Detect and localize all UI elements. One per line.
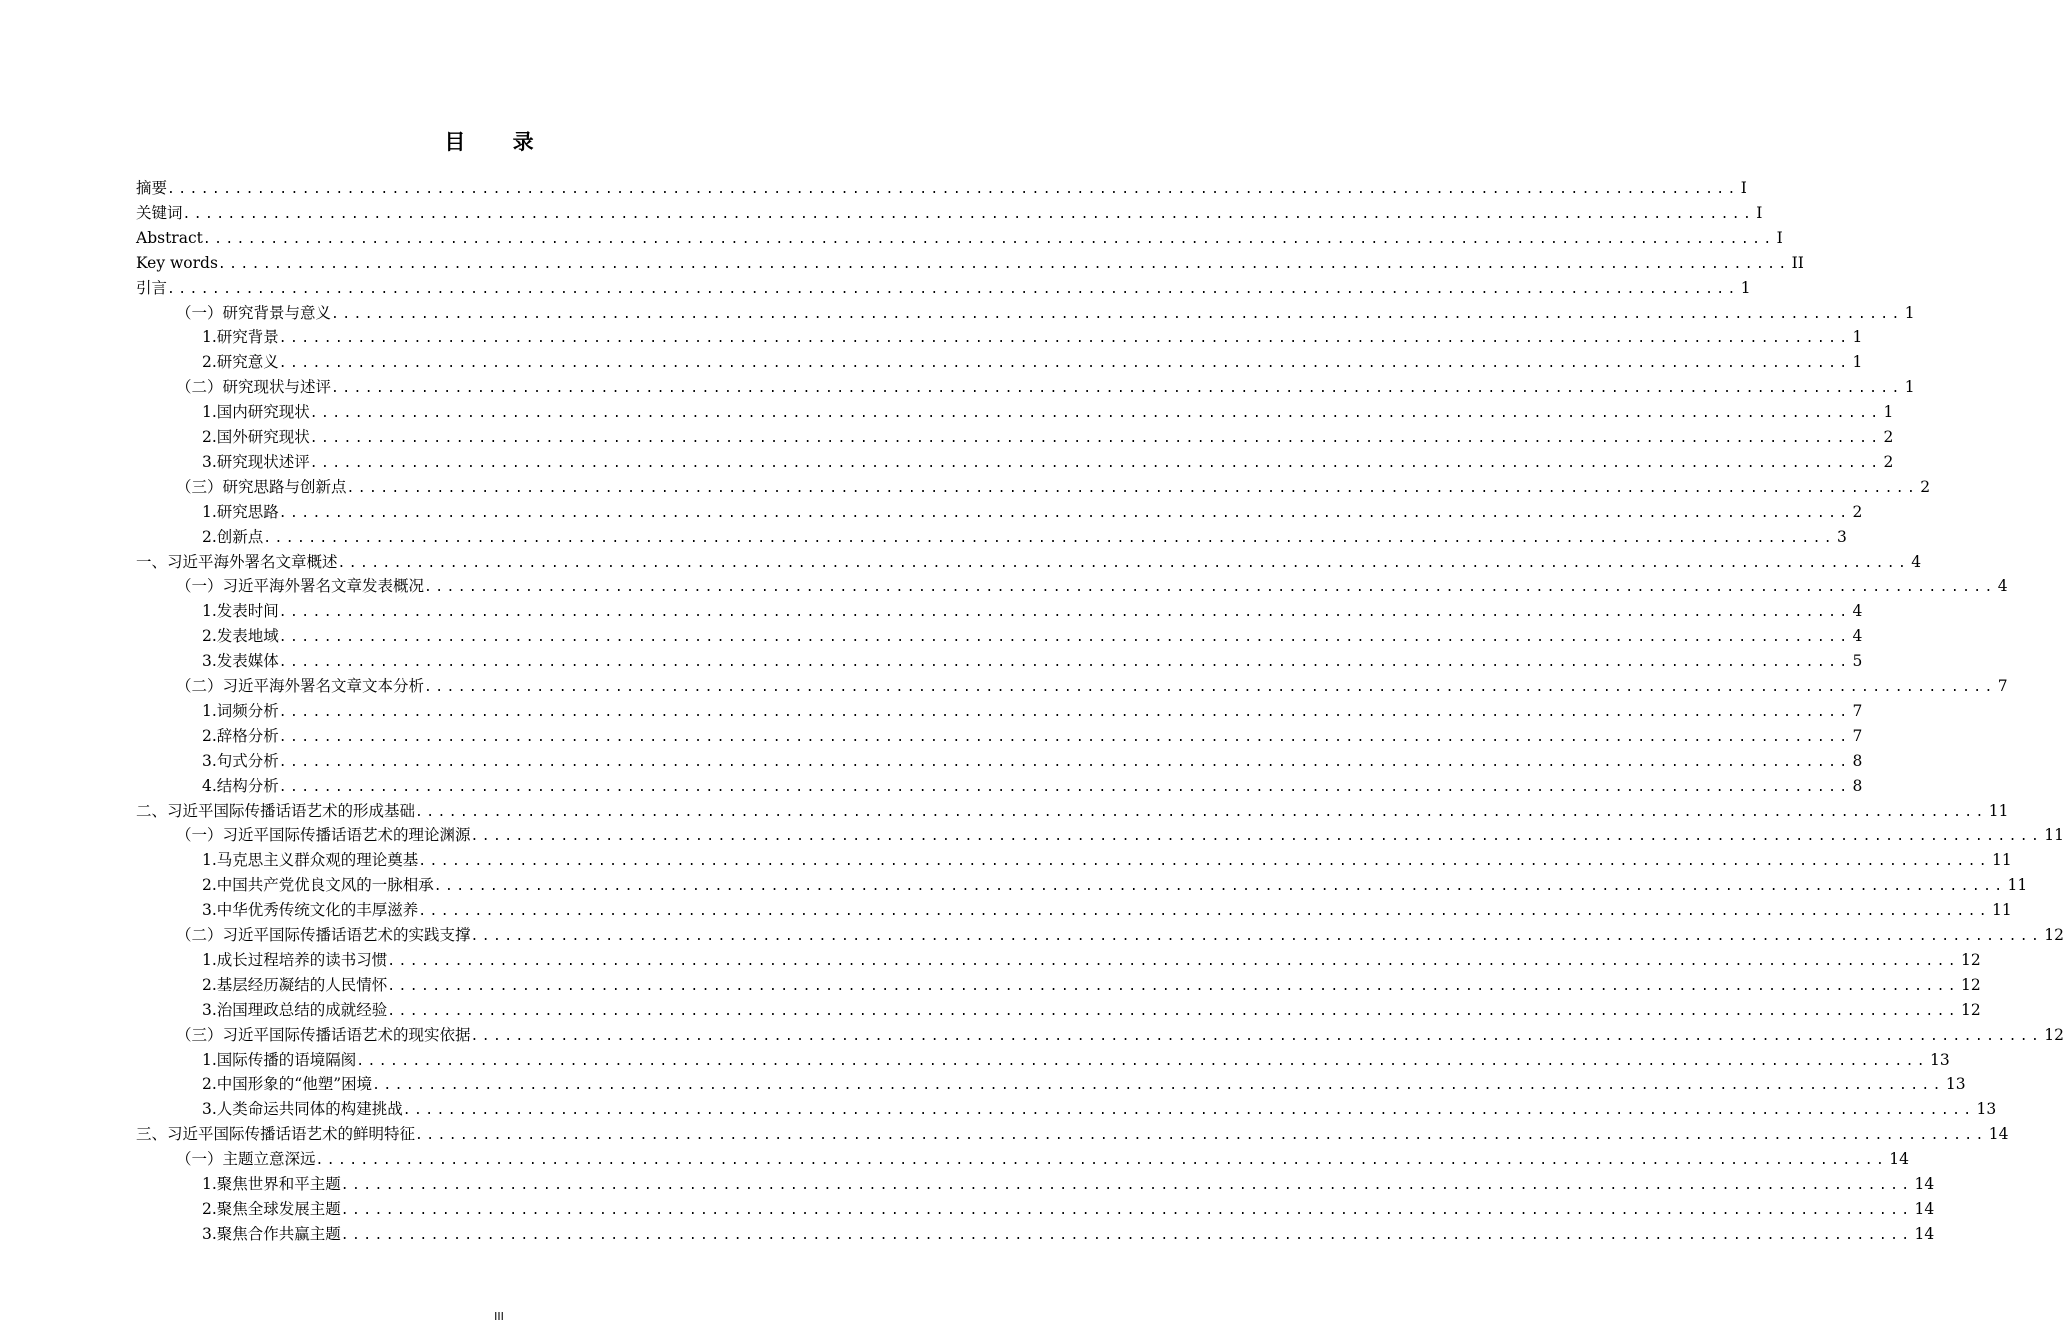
toc-entry-page: 2 — [1920, 477, 1931, 496]
toc-entry-label: 2.发表地域 — [202, 627, 279, 646]
toc-entry-page: 7 — [1997, 677, 2008, 695]
toc-leader-dots: ............................................................................................................................................ — [309, 431, 1882, 446]
toc-entry-page: 1 — [1852, 353, 1863, 372]
toc-leader-dots: ............................................................................................................................................ — [278, 331, 1851, 347]
toc-entry-label: 2.辞格分析 — [202, 726, 279, 745]
toc-entry-label: 二、习近平国际传播话语艺术的形成基础 — [136, 801, 416, 820]
toc-entry[interactable] — [136, 550, 1922, 575]
toc-entry-page: I — [1776, 228, 1783, 247]
toc-leader-dots: ............................................................................................................................................ — [217, 256, 1790, 272]
toc-entry-page: 11 — [2007, 876, 2028, 895]
toc-leader-dots: ............................................................................................................................................ — [167, 182, 1739, 197]
toc-entry-page: 2 — [1883, 428, 1894, 446]
toc-entry-page: 14 — [1889, 1150, 1909, 1169]
toc-entry-page: 11 — [2044, 826, 2064, 845]
toc-entry[interactable] — [176, 1147, 1909, 1172]
toc-entry-page: 7 — [1852, 726, 1863, 745]
toc-leader-dots: ............................................................................................................................................ — [340, 1227, 1913, 1243]
toc-entry-page: 7 — [1852, 701, 1863, 720]
toc-entry-label: 4.结构分析 — [202, 776, 279, 795]
toc-entry[interactable] — [202, 1072, 1966, 1097]
toc-entry-page: 11 — [1988, 801, 2009, 820]
toc-leader-dots: ............................................................................................................................................ — [372, 1078, 1944, 1094]
toc-entry[interactable] — [176, 475, 1931, 500]
toc-leader-dots: ............................................................................................................................................ — [470, 1028, 2043, 1044]
toc-entry-page: 12 — [1961, 950, 1981, 969]
toc-entry-page: 8 — [1852, 751, 1863, 770]
toc-entry[interactable] — [202, 948, 1981, 973]
toc-leader-dots: ............................................................................................................................................ — [415, 804, 1987, 820]
toc-leader-dots: ............................................................................................................................................ — [418, 904, 1991, 920]
toc-entry-page: 14 — [1914, 1224, 1935, 1243]
toc-entry-page: 4 — [1852, 602, 1863, 621]
toc-leader-dots: ............................................................................................................................................ — [346, 480, 1919, 496]
toc-entry-label: 1.国内研究现状 — [202, 403, 310, 422]
toc-entry-label: 1.发表时间 — [202, 602, 279, 621]
toc-entry[interactable] — [202, 649, 1863, 674]
toc-entry[interactable] — [202, 699, 1863, 724]
toc-entry[interactable] — [202, 500, 1863, 525]
toc-leader-dots: ............................................................................................................................................ — [470, 929, 2043, 944]
toc-entry-page: I — [1756, 203, 1763, 222]
toc-entry-page: 11 — [1992, 851, 2012, 870]
toc-entry-page: 4 — [1997, 577, 2008, 596]
toc-entry-label: 2.国外研究现状 — [202, 428, 310, 446]
toc-entry-page: 8 — [1852, 776, 1863, 795]
toc-entry-label: （二）习近平国际传播话语艺术的实践支撑 — [176, 926, 471, 944]
toc-entry-label: 三、习近平国际传播话语艺术的鲜明特征 — [136, 1125, 416, 1144]
toc-entry-page: 14 — [1914, 1199, 1935, 1218]
toc-entry-page: 1 — [1883, 403, 1894, 422]
toc-entry-page: 5 — [1852, 652, 1863, 671]
toc-leader-dots: ............................................................................................................................................ — [424, 680, 1996, 695]
toc-entry-page: II — [1791, 253, 1804, 272]
toc-entry[interactable] — [202, 450, 1894, 475]
toc-leader-dots: ............................................................................................................................................ — [278, 505, 1851, 521]
toc-entry-page: I — [1740, 179, 1747, 197]
toc-entry-label: Abstract — [136, 228, 203, 247]
toc-entry[interactable] — [202, 1048, 1950, 1073]
toc-entry[interactable] — [136, 226, 1783, 251]
toc-entry-label: 2.中国共产党优良文风的一脉相承 — [202, 876, 434, 895]
toc-entry-page: 2 — [1883, 452, 1894, 471]
toc-leader-dots: ............................................................................................................................................ — [433, 879, 2006, 895]
toc-leader-dots: ............................................................................................................................................ — [278, 779, 1851, 795]
toc-entry-label: 1.词频分析 — [202, 701, 279, 720]
toc-entry[interactable] — [202, 1172, 1935, 1197]
toc-entry[interactable] — [176, 574, 2008, 599]
toc-leader-dots: ............................................................................................................................................ — [387, 1003, 1960, 1019]
toc-entry-page: 1 — [1740, 278, 1751, 297]
toc-entry-label: 1.研究思路 — [202, 502, 279, 521]
toc-leader-dots: ............................................................................................................................................ — [315, 1153, 1888, 1169]
toc-leader-dots: ............................................................................................................................................ — [167, 281, 1739, 297]
toc-leader-dots: ............................................................................................................................................ — [309, 406, 1882, 422]
toc-entry-page: 2 — [1852, 502, 1863, 521]
toc-leader-dots: ............................................................................................................................................ — [309, 455, 1882, 471]
toc-entry[interactable] — [202, 325, 1863, 350]
toc-entry-label: 2.聚焦全球发展主题 — [202, 1199, 341, 1218]
toc-leader-dots: ............................................................................................................................................ — [415, 1128, 1987, 1144]
toc-entry-page: 13 — [1976, 1100, 1997, 1119]
toc-entry-label: （一）习近平海外署名文章发表概况 — [176, 577, 425, 596]
toc-entry[interactable] — [176, 1023, 2064, 1048]
toc-leader-dots: ............................................................................................................................................ — [331, 381, 1903, 397]
toc-leader-dots: ............................................................................................................................................ — [337, 555, 1910, 571]
toc-entry-page: 14 — [1988, 1125, 2009, 1144]
toc-entry-label: 1.马克思主义群众观的理论奠基 — [202, 851, 419, 870]
toc-entry[interactable] — [202, 998, 1981, 1023]
toc-entry-label: 3.人类命运共同体的构建挑战 — [202, 1100, 403, 1119]
toc-entry-label: （二）研究现状与述评 — [176, 378, 332, 397]
toc-entry-page: 11 — [1992, 901, 2012, 920]
toc-leader-dots: ............................................................................................................................................ — [424, 580, 1996, 596]
toc-entry-page: 12 — [1961, 975, 1981, 994]
toc-entry[interactable] — [202, 873, 2028, 898]
toc-leader-dots: ............................................................................................................................................ — [278, 655, 1851, 671]
toc-entry-label: 2.研究意义 — [202, 353, 279, 372]
toc-leader-dots: ............................................................................................................................................ — [331, 306, 1903, 322]
toc-leader-dots: ............................................................................................................................................ — [418, 854, 1991, 870]
toc-leader-dots: ............................................................................................................................................ — [402, 1103, 1975, 1119]
toc-entry-label: 3.中华优秀传统文化的丰厚滋养 — [202, 901, 419, 920]
toc-entry-label: 1.成长过程培养的读书习惯 — [202, 950, 388, 969]
toc-leader-dots: ............................................................................................................................................ — [182, 206, 1755, 222]
toc-entry-label: 引言 — [136, 278, 168, 297]
toc-leader-dots: ............................................................................................................................................ — [387, 978, 1960, 994]
toc-entry-label: （三）研究思路与创新点 — [176, 477, 347, 496]
toc-entry-page: 4 — [1911, 552, 1922, 571]
toc-entry[interactable] — [202, 350, 1863, 375]
toc-entry-label: 1.聚焦世界和平主题 — [202, 1175, 341, 1193]
toc-leader-dots: ............................................................................................................................................ — [356, 1053, 1929, 1069]
toc-entry[interactable] — [202, 898, 2012, 923]
toc-entry[interactable] — [202, 599, 1863, 624]
page-number-footer: III — [494, 1310, 504, 1323]
toc-entry-label: （二）习近平海外署名文章文本分析 — [176, 677, 425, 695]
toc-entry[interactable] — [136, 1122, 2009, 1147]
toc-entry-label: 3.聚焦合作共赢主题 — [202, 1224, 341, 1243]
toc-entry[interactable] — [202, 525, 1847, 550]
toc-leader-dots: ............................................................................................................................................ — [340, 1202, 1913, 1218]
toc-entry-label: （一）研究背景与意义 — [176, 303, 332, 322]
toc-entry[interactable] — [202, 774, 1863, 799]
toc-entry-label: 关键词 — [136, 203, 183, 222]
toc-entry-label: 2.中国形象的“他塑”困境 — [202, 1075, 373, 1094]
toc-entry-label: 1.研究背景 — [202, 328, 279, 347]
toc-entry-label: 一、习近平海外署名文章概述 — [136, 552, 338, 571]
toc-entry[interactable] — [202, 724, 1863, 749]
toc-entry-label: 2.创新点 — [202, 527, 264, 546]
toc-leader-dots: ............................................................................................................................................ — [340, 1178, 1913, 1193]
toc-entry-label: （一）习近平国际传播话语艺术的理论渊源 — [176, 826, 471, 845]
toc-leader-dots: ............................................................................................................................................ — [470, 829, 2043, 845]
toc-entry[interactable] — [176, 301, 1915, 326]
toc-entry[interactable] — [136, 201, 1763, 226]
toc-entry-label: 3.句式分析 — [202, 751, 279, 770]
toc-entry-page: 3 — [1837, 527, 1847, 546]
toc-entry[interactable] — [202, 425, 1894, 450]
toc-entry-page: 1 — [1904, 303, 1915, 322]
page-title: 目 录 — [444, 130, 554, 154]
toc-entry[interactable] — [202, 1222, 1935, 1247]
toc-entry-page: 1 — [1852, 328, 1863, 347]
toc-entry[interactable] — [136, 276, 1751, 301]
toc-entry-page: 4 — [1852, 627, 1863, 646]
toc-entry-page: 12 — [2044, 926, 2064, 944]
toc-entry-label: 3.研究现状述评 — [202, 452, 310, 471]
toc-leader-dots: ............................................................................................................................................ — [278, 704, 1851, 720]
toc-entry-page: 12 — [2044, 1025, 2064, 1044]
toc-entry[interactable] — [176, 823, 2064, 848]
toc-leader-dots: ............................................................................................................................................ — [278, 356, 1851, 372]
toc-entry[interactable] — [202, 400, 1894, 425]
toc-entry-label: Key words — [136, 253, 218, 272]
toc-entry-label: （三）习近平国际传播话语艺术的现实依据 — [176, 1025, 471, 1044]
toc-entry[interactable] — [136, 176, 1747, 201]
toc-leader-dots: ............................................................................................................................................ — [278, 630, 1851, 646]
toc-entry[interactable] — [202, 973, 1981, 998]
toc-entry-label: （一）主题立意深远 — [176, 1150, 316, 1169]
toc-entry[interactable] — [176, 375, 1915, 400]
toc-entry-label: 1.国际传播的语境隔阂 — [202, 1050, 357, 1069]
toc-entry[interactable] — [136, 799, 2009, 824]
toc-entry[interactable] — [202, 624, 1863, 649]
toc-entry-page: 13 — [1945, 1075, 1966, 1094]
toc-leader-dots: ............................................................................................................................................ — [278, 605, 1851, 621]
toc-leader-dots: ............................................................................................................................................ — [387, 953, 1960, 969]
toc-leader-dots: ............................................................................................................................................ — [202, 231, 1775, 247]
toc-entry-page: 13 — [1930, 1050, 1950, 1069]
toc-entry-page: 14 — [1914, 1175, 1935, 1193]
toc-entry-label: 2.基层经历凝结的人民情怀 — [202, 975, 388, 994]
toc-leader-dots: ............................................................................................................................................ — [278, 729, 1851, 745]
toc-entry-label: 3.治国理政总结的成就经验 — [202, 1000, 388, 1019]
toc-entry[interactable] — [202, 1097, 1997, 1122]
toc-entry-label: 摘要 — [136, 179, 168, 197]
toc-entry-page: 1 — [1904, 378, 1915, 397]
toc-entry-label: 3.发表媒体 — [202, 652, 279, 671]
toc-entry[interactable] — [176, 674, 2008, 699]
toc-leader-dots: ............................................................................................................................................ — [263, 530, 1836, 546]
toc-leader-dots: ............................................................................................................................................ — [278, 754, 1851, 770]
toc-entry[interactable] — [202, 848, 2012, 873]
toc-entry[interactable] — [176, 923, 2064, 948]
toc-entry-page: 12 — [1961, 1000, 1981, 1019]
toc-entry[interactable] — [136, 251, 1804, 276]
toc-entry[interactable] — [202, 1197, 1935, 1222]
toc-entry[interactable] — [202, 749, 1863, 774]
